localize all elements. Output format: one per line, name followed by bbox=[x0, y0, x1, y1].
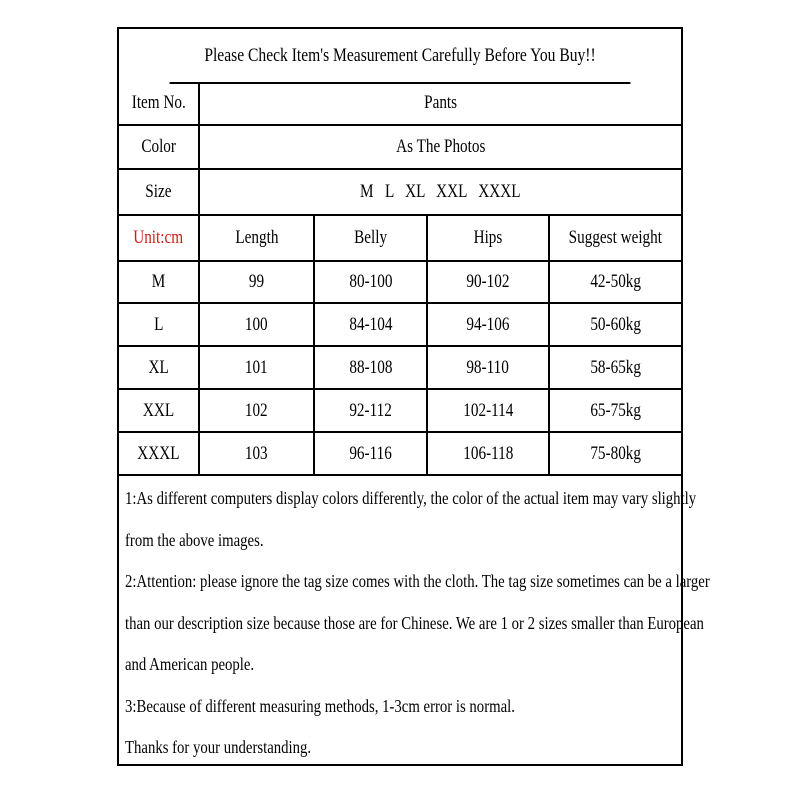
size-label: Size bbox=[119, 169, 199, 215]
row-size: XL bbox=[119, 346, 199, 389]
note-3: 3:Because of different measuring methods, 1-3cm error is normal. bbox=[125, 695, 515, 716]
color-label: Color bbox=[119, 125, 199, 169]
row-belly: 88-108 bbox=[314, 346, 427, 389]
table-header-row bbox=[119, 215, 681, 261]
header-hips: Hips bbox=[427, 215, 549, 261]
note-2-line-3: and American people. bbox=[125, 654, 255, 674]
note-2-line-2: than our description size because those are for Chinese. We are 1 or 2 sizes smaller than European bbox=[125, 612, 704, 633]
note-1-line-1: 1:As different computers display colors differently, the color of the actual item may vary slightly bbox=[125, 488, 697, 508]
row-belly: 80-100 bbox=[314, 261, 427, 303]
row-length: 102 bbox=[199, 389, 314, 432]
size-chart-sheet bbox=[117, 27, 710, 766]
table-row bbox=[119, 432, 681, 475]
size-row bbox=[119, 169, 681, 215]
header-length: Length bbox=[199, 215, 314, 261]
row-belly: 92-112 bbox=[314, 389, 427, 432]
note-2-line-1: 2:Attention: please ignore the tag size comes with the cloth. The tag size sometimes can be a larger bbox=[125, 571, 710, 591]
row-length: 100 bbox=[199, 303, 314, 346]
item-no-value: Pants bbox=[199, 82, 681, 125]
table-row bbox=[119, 261, 681, 303]
row-hips: 102-114 bbox=[427, 389, 549, 432]
row-size: XXL bbox=[119, 389, 199, 432]
item-no-row bbox=[119, 82, 681, 125]
row-hips: 98-110 bbox=[427, 346, 549, 389]
row-hips: 106-118 bbox=[427, 432, 549, 475]
unit-label: Unit:cm bbox=[119, 215, 199, 261]
note-1-line-2: from the above images. bbox=[125, 529, 264, 550]
row-length: 101 bbox=[199, 346, 314, 389]
row-size: L bbox=[119, 303, 199, 346]
row-weight: 50-60kg bbox=[549, 303, 681, 346]
color-row bbox=[119, 125, 681, 169]
item-no-label: Item No. bbox=[119, 82, 199, 125]
row-length: 99 bbox=[199, 261, 314, 303]
row-belly: 96-116 bbox=[314, 432, 427, 475]
row-weight: 65-75kg bbox=[549, 389, 681, 432]
measurement-table bbox=[119, 82, 681, 476]
header-suggest-weight: Suggest weight bbox=[549, 215, 681, 261]
table-row bbox=[119, 346, 681, 389]
row-weight: 58-65kg bbox=[549, 346, 681, 389]
notes-section bbox=[125, 478, 710, 769]
row-weight: 75-80kg bbox=[549, 432, 681, 475]
row-size: XXXL bbox=[119, 432, 199, 475]
chart-title: Please Check Item's Measurement Carefully Before You Buy!! bbox=[170, 29, 631, 84]
row-weight: 42-50kg bbox=[549, 261, 681, 303]
header-belly: Belly bbox=[314, 215, 427, 261]
thanks-note: Thanks for your understanding. bbox=[125, 737, 312, 757]
row-hips: 90-102 bbox=[427, 261, 549, 303]
table-row bbox=[119, 303, 681, 346]
color-value: As The Photos bbox=[199, 125, 681, 169]
table-row bbox=[119, 389, 681, 432]
row-size: M bbox=[119, 261, 199, 303]
row-hips: 94-106 bbox=[427, 303, 549, 346]
row-belly: 84-104 bbox=[314, 303, 427, 346]
size-value: M L XL XXL XXXL bbox=[199, 169, 681, 215]
row-length: 103 bbox=[199, 432, 314, 475]
